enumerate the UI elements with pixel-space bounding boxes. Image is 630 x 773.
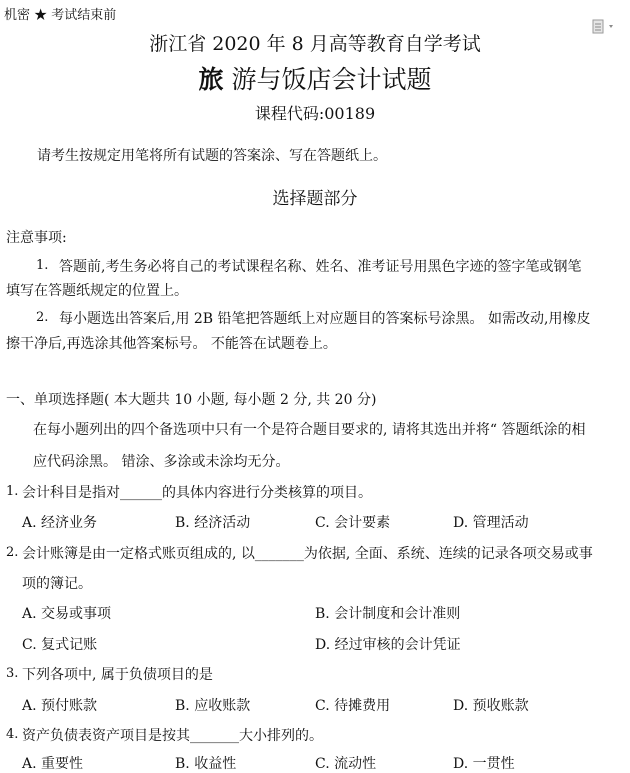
part-description: 应代码涂黑。 错涂、多涂或未涂均无分。 [33,454,290,470]
paper-title-rest: 游与饭店会计试题 [223,65,432,94]
option-d: D. 一贯性 [453,756,515,772]
question-number: 1. [6,484,19,499]
paper-title [0,60,630,96]
note-number: 2. [36,310,49,325]
option-b: B. 应收账款 [175,698,251,714]
option-d: D. 管理活动 [453,515,529,531]
question-number: 4. [6,727,19,742]
note-text: 擦干净后,再选涂其他答案标号。 不能答在试题卷上。 [6,336,337,352]
part-description: 在每小题列出的四个备选项中只有一个是符合题目要求的, 请将其选出并将“ 答题纸涂的相 [33,422,586,438]
question-stem: 会计科目是指对______的具体内容进行分类核算的项目。 [22,485,372,501]
paper-title-first-char: 旅 [198,65,224,94]
option-b: B. 经济活动 [175,515,251,531]
instruction: 请考生按规定用笔将所有试题的答案涂、写在答题纸上。 [37,148,387,164]
notes-heading: 注意事项: [6,230,67,246]
option-c: C. 待摊费用 [315,698,391,714]
option-a: A. 预付账款 [22,698,98,714]
option-a: A. 交易或事项 [22,606,112,622]
option-b: B. 收益性 [175,756,237,772]
course-code: 课程代码:00189 [254,104,376,123]
option-a: A. 重要性 [22,756,84,772]
question-stem: 会计账簿是由一定格式账页组成的, 以_______为依据, 全面、系统、连续的记录各项交易或事 [22,546,593,562]
option-d: D. 经过审核的会计凭证 [315,637,461,653]
question-stem: 下列各项中, 属于负债项目的是 [22,667,213,683]
option-c: C. 复式记账 [22,637,98,653]
option-d: D. 预收账款 [453,698,529,714]
note-text: 答题前,考生务必将自己的考试课程名称、姓名、准考证号用黑色字迹的签字笔或钢笔 [59,259,582,275]
note-text: 每小题选出答案后,用 2B 铅笔把答题纸上对应题目的答案标号涂黑。 如需改动,用橡皮 [59,311,591,327]
note-number: 1. [36,258,49,273]
question-number: 3. [6,666,19,681]
section-heading: 选择题部分 [272,189,358,209]
confidential-mark: 机密 ★ 考试结束前 [4,8,117,23]
option-c: C. 流动性 [315,756,377,772]
part-heading: 一、单项选择题( 本大题共 10 小题, 每小题 2 分, 共 20 分) [6,392,377,408]
option-a: A. 经济业务 [22,515,98,531]
note-text: 填写在答题纸规定的位置上。 [6,283,188,299]
option-c: C. 会计要素 [315,515,391,531]
question-stem: 项的簿记。 [22,576,92,592]
exam-title: 浙江省 2020 年 8 月高等教育自学考试 [149,33,481,55]
question-stem: 资产负债表资产项目是按其_______大小排列的。 [22,728,323,744]
question-number: 2. [6,545,19,560]
option-b: B. 会计制度和会计准则 [315,606,461,622]
